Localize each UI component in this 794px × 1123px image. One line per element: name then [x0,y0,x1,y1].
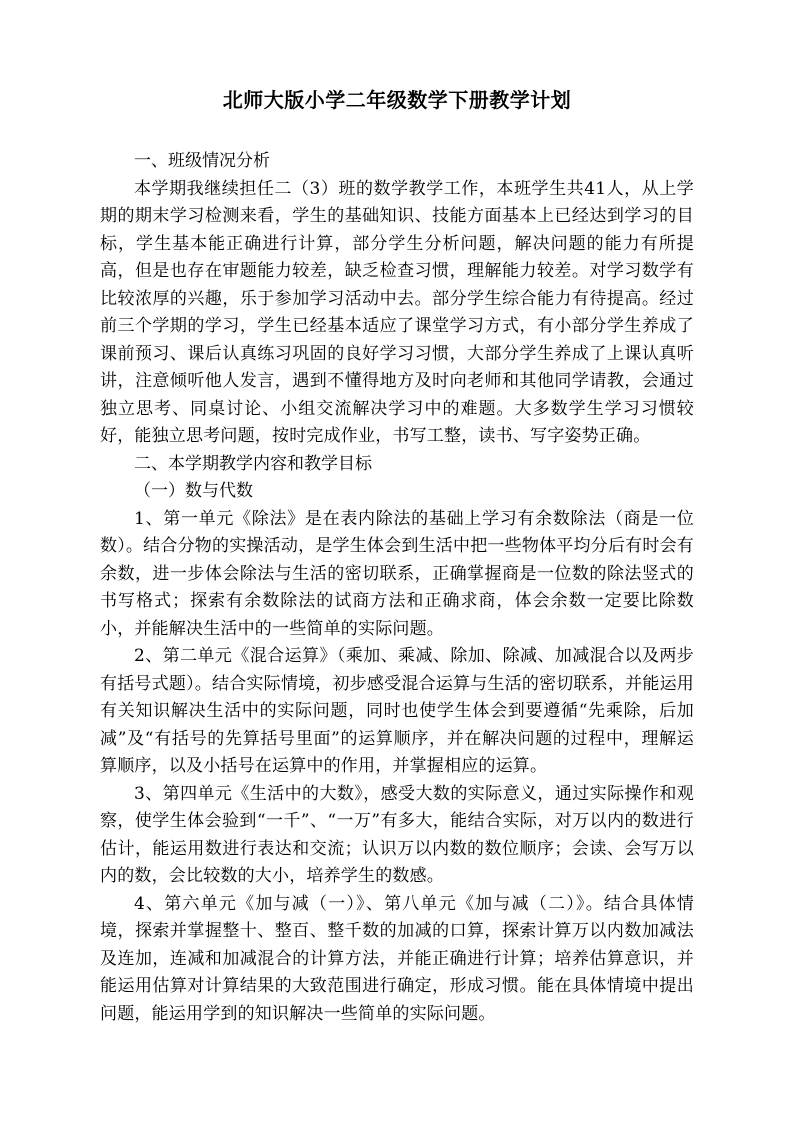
document-title: 北师大版小学二年级数学下册教学计划 [222,88,572,112]
paragraph-unit-4-large-numbers: 3、第四单元《生活中的大数》，感受大数的实际意义，通过实际操作和观察，使学生体会验到“一千”、“一万”有多大，能结合实际，对万以内的数进行估计，能运用数进行表达和交流；认识万以内数的数位顺序；会读、会写万以内的数，会比较数的大小，培养学生的数感。 [100,783,694,886]
paragraph-unit-2-mixed-operations: 2、第二单元《混合运算》（乘加、乘减、除加、除减、加减混合以及两步有括号式题）。结合实际情境，初步感受混合运算与生活的密切联系，并能运用有关知识解决生活中的实际问题，同时也使学生体会到要遵循“先乘除，后加减”及“有括号的先算括号里面”的运算顺序，并在解决问题的过程中，理解运算顺序，以及小括号在运算中的作用，并掌握相应的运算。 [100,646,694,776]
paragraph-class-analysis: 本学期我继续担任二（3）班的数学教学工作，本班学生共41人，从上学期的期末学习检测来看，学生的基础知识、技能方面基本上已经达到学习的目标，学生基本能正确进行计算，部分学生分析问题，解决问题的能力有所提高，但是也存在审题能力较差，缺乏检查习惯，理解能力较差。对学习数学有比较浓厚的兴趣，乐于参加学习活动中去。部分学生综合能力有待提高。经过前三个学期的学习，学生已经基本适应了课堂学习方式，有小部分学生养成了课前预习、课后认真练习巩固的良好学习习惯，大部分学生养成了上课认真听讲，注意倾听他人发言，遇到不懂得地方及时向老师和其他同学请教，会通过独立思考、同桌讨论、小组交流解决学习中的难题。大多数学生学习习惯较好，能独立思考问题，按时完成作业，书写工整，读书、写字姿势正确。 [100,178,694,446]
subsection-heading-numbers-algebra: （一）数与代数 [134,481,253,501]
section-heading-teaching-content: 二、本学期教学内容和教学目标 [134,453,372,474]
paragraph-unit-1-division: 1、第一单元《除法》是在表内除法的基础上学习有余数除法（商是一位数）。结合分物的实操活动，是学生体会到生活中把一些物体平均分后有时会有余数，进一步体会除法与生活的密切联系，正确掌握商是一位数的除法竖式的书写格式；探索有余数除法的试商方法和正确求商，体会余数一定要比除数小，并能解决生活中的一些简单的实际问题。 [100,508,694,639]
section-heading-class-analysis: 一、班级情况分析 [134,151,270,171]
paragraph-unit-6-8-addition-subtraction: 4、第六单元《加与减（一）》、第八单元《加与减（二）》。结合具体情境，探索并掌握整十、整百、整千数的加减的口算，探索计算万以内数加减法及连加，连减和加减混合的计算方法，并能正确进行计算；培养估算意识，并能运用估算对计算结果的大致范围进行确定，形成习惯。能在具体情境中提出问题，能运用学到的知识解决一些简单的实际问题。 [100,893,694,1024]
